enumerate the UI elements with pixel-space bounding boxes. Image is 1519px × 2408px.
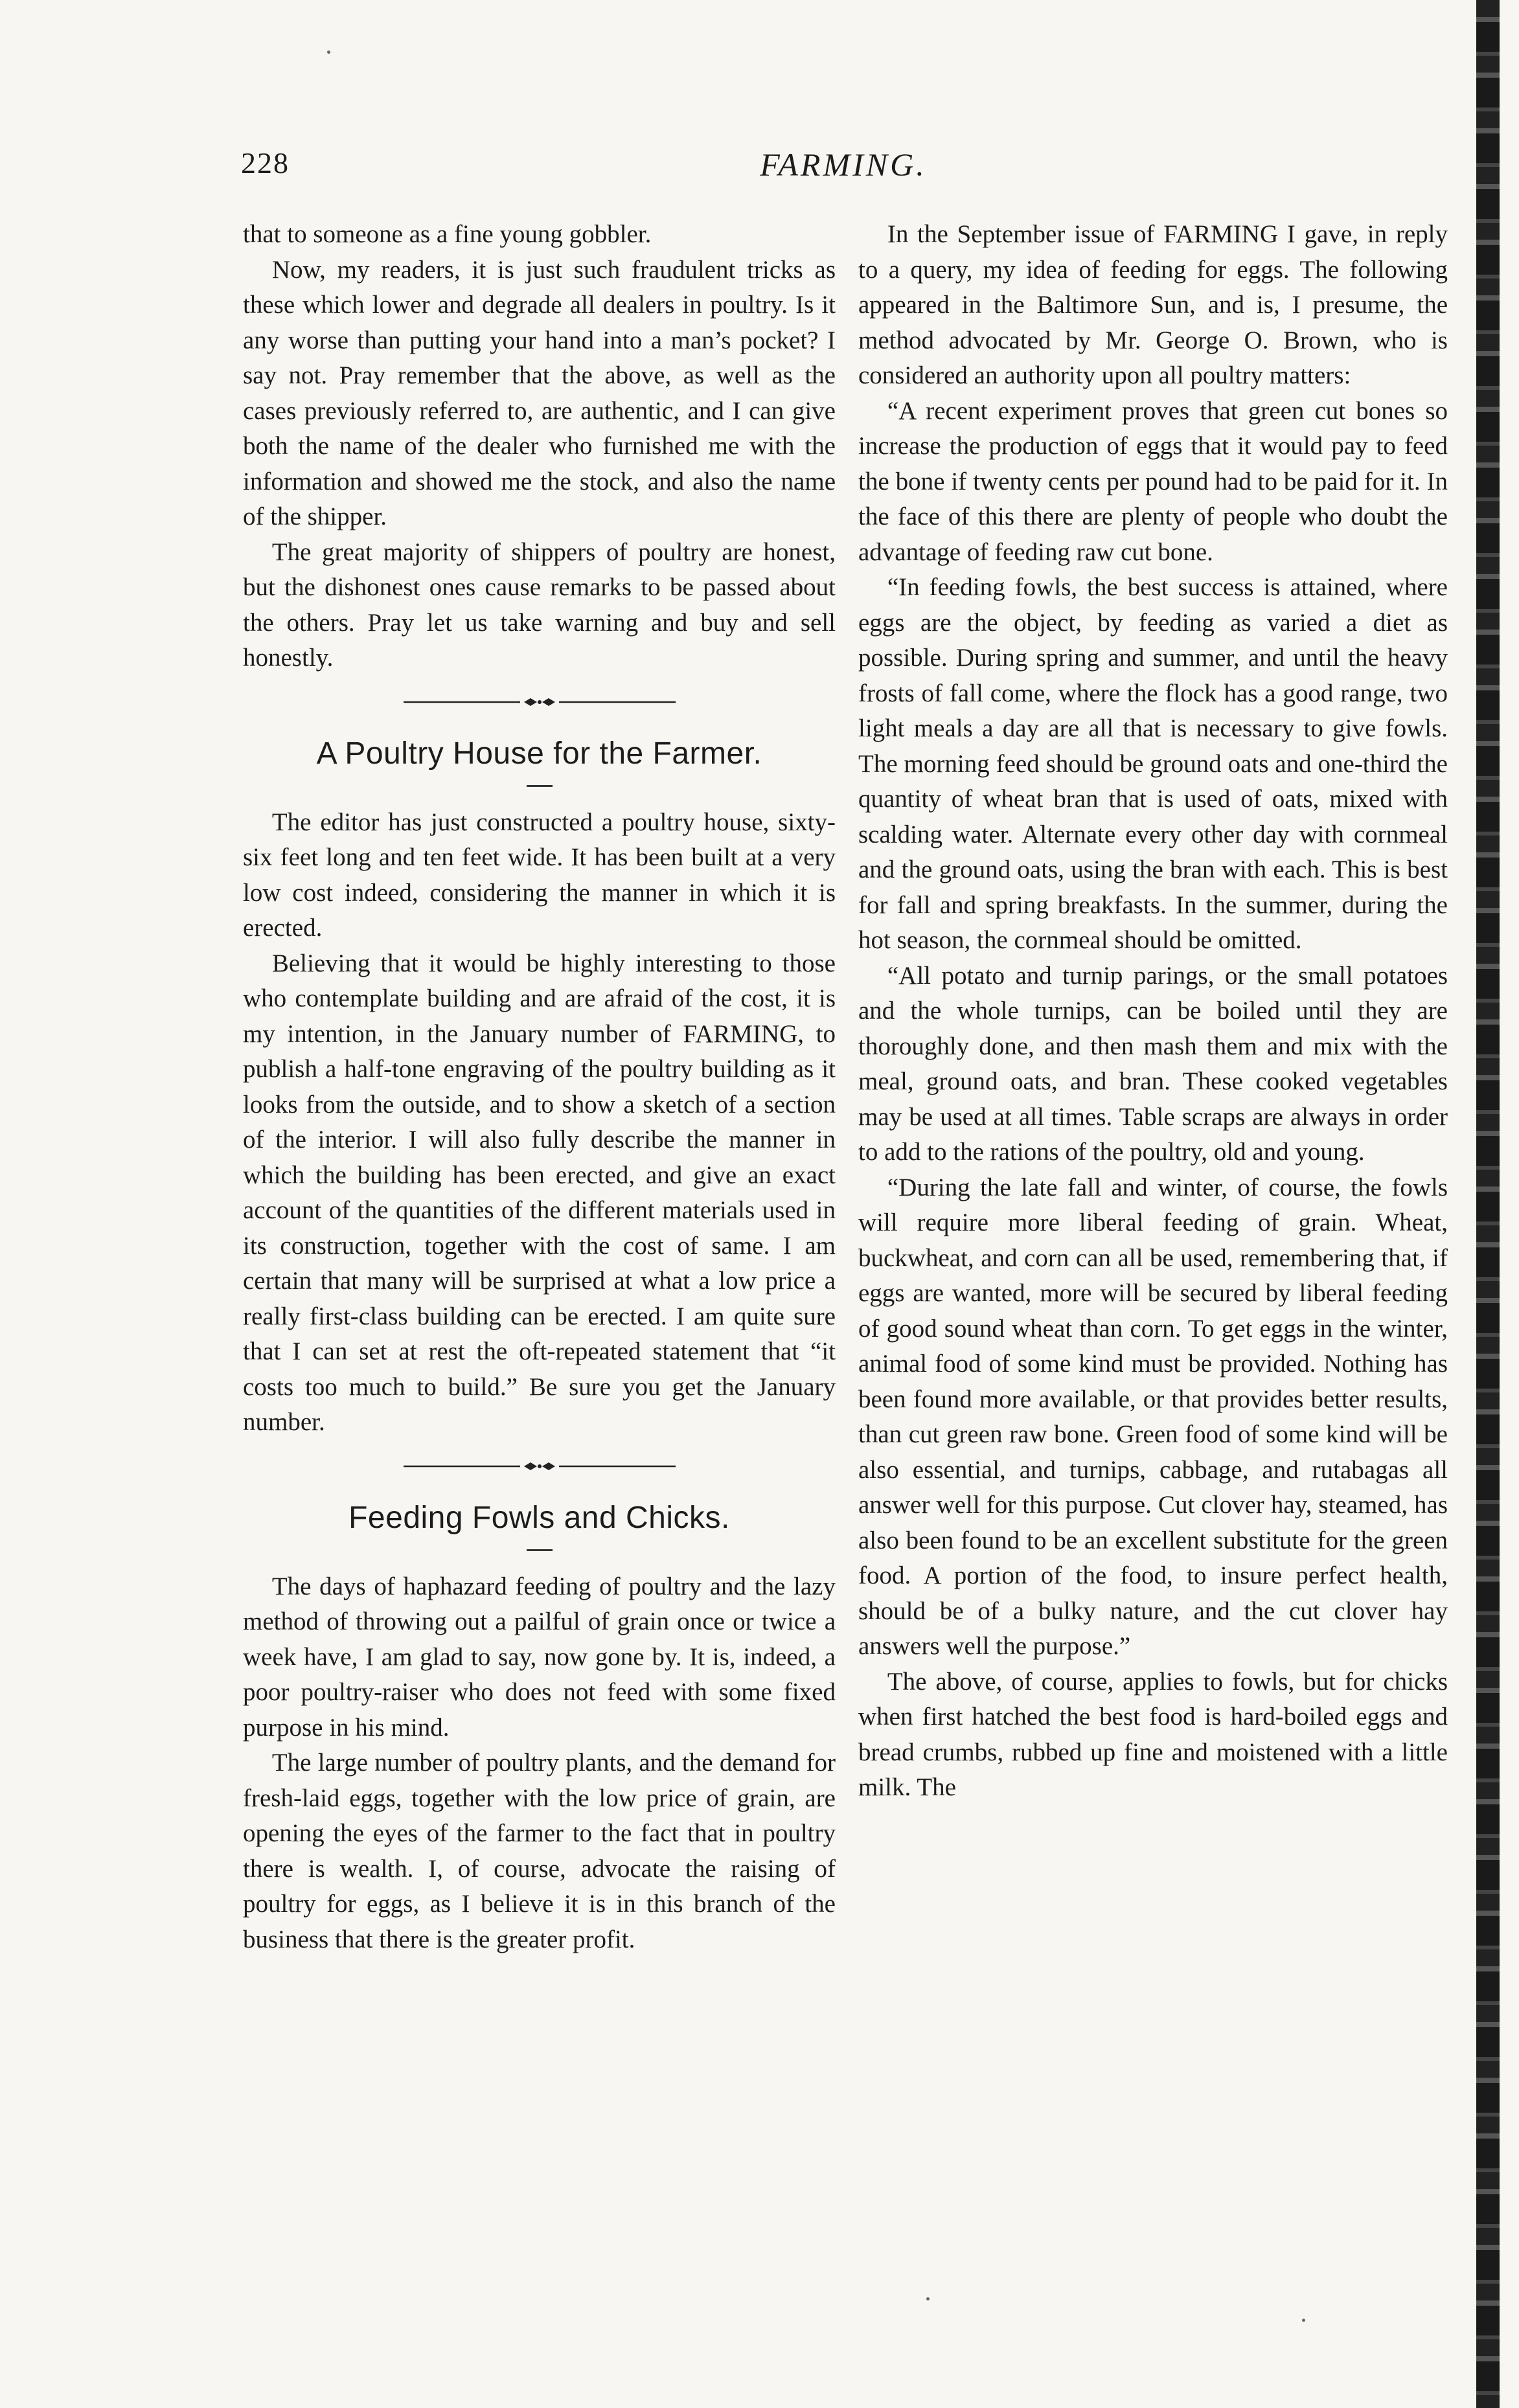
page-header [241,146,1446,191]
paragraph: “All potato and turnip parings, or the small potatoes and the whole turnips, can be boiled until they are thoroughly done, and then mash them and mix with the meal, ground oats, and bran. These cooked vegetables may be used at all times. Table scraps are always in order to add to the rations of the poultry, old and young. [858,961,1448,1166]
paragraph: “In feeding fowls, the best success is attained, where eggs are the object, by feeding as varied a diet as possible. During spring and summer, and until the heavy frosts of fall come, where the flock has a good range, two light meals a day are all that is necessary to give fowls. The morning feed should be ground oats and one-third the quantity of wheat bran that is used of oats, mixed with scalding water. Alternate every other day with cornmeal and the ground oats, using the bran with each. This is best for fall and spring breakfasts. In the summer, during the hot season, the cornmeal should be omitted. [858,573,1448,954]
scan-edge-strip [1476,0,1500,2408]
scan-speck [1302,2319,1305,2322]
scan-speck [327,51,330,54]
paragraph: The above, of course, applies to fowls, but for chicks when first hatched the best food is hard-boiled eggs and bread crumbs, rubbed up fine and moistened with a little milk. The [858,1667,1448,1801]
paragraph: In the September issue of FARMING I gave, in reply to a query, my idea of feeding for eggs. The following appeared in the Baltimore Sun, and is, I presume, the method advocated by Mr. George O. Brown, who is considered an authority upon all poultry matters: [858,220,1448,389]
running-title: FARMING. [760,146,927,183]
section-divider-ornament [404,696,676,709]
paragraph: “During the late fall and winter, of course, the fowls will require more liberal feeding of grain. Wheat, buckwheat, and corn can all be used, remembering that, if eggs are wanted, more will be secured by liberal feeding of good sound wheat than corn. To get eggs in the winter, animal food of some kind must be provided. Nothing has been found more available, or that provides better results, than cut green raw bone. Green food of some kind will be also essential, and turnips, cabbage, and rutabagas all answer well for this purpose. Cut clover hay, steamed, has also been found to be an excellent substitute for the green food. A portion of the food, to insure perfect health, should be of a bulky nature, and the cut clover hay answers well the purpose.” [858,1173,1448,1660]
paragraph: Now, my readers, it is just such fraudulent tricks as these which lower and degrade all dealers in poultry. Is it any worse than putting your hand into a man’s pocket? I say not. Pray remember that the above, as well as the cases previously referred to, are authentic, and I can give both the name of the dealer who furnished me with the information and showed me the stock, and also the name of the shipper. [243,255,836,530]
paragraph: The large number of poultry plants, and the demand for fresh-laid eggs, together with the low price of grain, are opening the eyes of the farmer to the fact that in poultry there is wealth. I, of course, advocate the raising of poultry for eggs, as I believe it is in this branch of the business that there is the greater profit. [243,1749,836,1953]
page-number: 228 [241,146,290,179]
article-heading-poultry-house: A Poultry House for the Farmer. [316,736,762,771]
paragraph: The days of haphazard feeding of poultry and the lazy method of throwing out a pailful of grain once or twice a week have, I am glad to say, now gone by. It is, indeed, a poor poultry-raiser who does not feed with some fixed purpose in his mind. [243,1572,836,1742]
right-column [858,217,1448,1806]
paragraph: that to someone as a fine young gobbler. [243,220,652,248]
paragraph: Believing that it would be highly interesting to those who contemplate building and are afraid of the cost, it is my intention, in the January number of FARMING, to publish a half-tone engraving of the poultry building as it looks from the outside, and to show a sketch of a section of the interior. I will also fully describe the manner in which the building has been erected, and give an exact account of the quantities of the different materials used in its construction, together with the cost of same. I am certain that many will be surprised at what a low price a really first-class building can be erected. I am quite sure that I can set at rest the oft-repeated statement that “it costs too much to build.” Be sure you get the January number. [243,949,836,1436]
article-heading-feeding: Feeding Fowls and Chicks. [348,1500,730,1535]
scan-speck [926,2297,930,2300]
left-column [243,217,836,1957]
paragraph: The great majority of shippers of poultry are honest, but the dishonest ones cause remarks to be passed about the others. Pray let us take warning and buy and sell honestly. [243,538,836,672]
paragraph: The editor has just constructed a poultry house, sixty-six feet long and ten feet wide. It has been built at a very low cost indeed, considering the manner in which it is erected. [243,808,836,942]
section-divider-ornament [404,1460,676,1473]
paragraph: “A recent experiment proves that green cut bones so increase the production of eggs that it would pay to feed the bone if twenty cents per pound had to be paid for it. In the face of this there are plenty of people who doubt the advantage of feeding raw cut bone. [858,396,1448,566]
heading-dash [527,785,553,787]
heading-dash [527,1549,553,1551]
